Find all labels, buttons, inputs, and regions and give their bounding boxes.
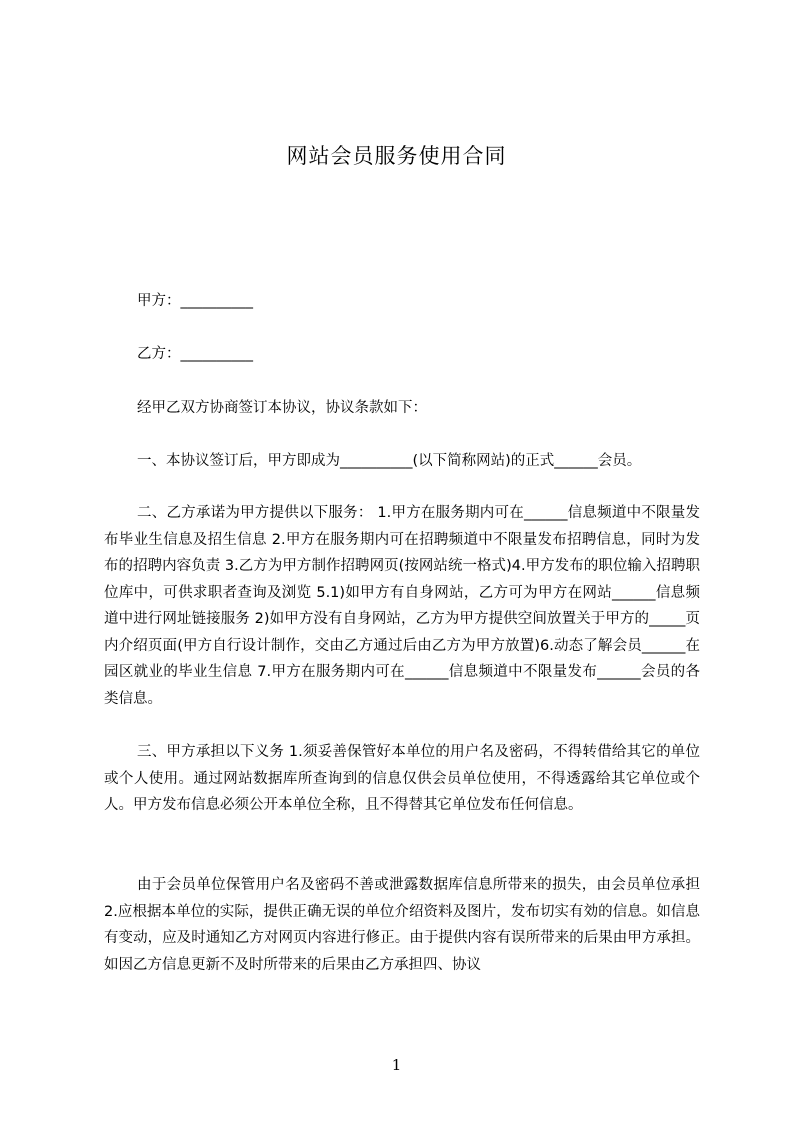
party-a-line: 甲方：__________ (137, 293, 253, 309)
page-number: 1 (391, 1056, 402, 1074)
clause-3-paragraph: 三、甲方承担以下义务 1.须妥善保管好本单位的用户名及密码，不得转借给其它的单位或个人使用。通过网站数据库所查询到的信息仅供会员单位使用，不得透露给其它单位或个人。甲方发布信息必须公开本单位全称，且不得替其它单位发布任何信息。 (104, 744, 700, 813)
clause-1: 一、本协议签订后，甲方即成为__________(以下简称网站)的正式______会员。 (137, 453, 642, 469)
clause-2-paragraph: 二、乙方承诺为甲方提供以下服务： 1.甲方在服务期内可在______信息频道中不限量发布毕业生信息及招生信息 2.甲方在服务期内可在招聘频道中不限量发布招聘信息，同时为发布的招聘内容负责 3.乙方为甲方制作招聘网页(按网站统一格式)4.甲方发布的职位输入招聘职位库中，可供求职者查询及浏览 5.1)如甲方有自身网站，乙方可为甲方在网站______信息频道中进行网址链接服务 2)如甲方没有自身网站，乙方为甲方提供空间放置关于甲方的_____页内介绍页面(甲方自行设计制作，交由乙方通过后由乙方为甲方放置)6.动态了解会员______在园区就业的毕业生信息 7.甲方在服务期内可在______信息频道中不限量发布______会员的各类信息。 (104, 505, 700, 707)
page-title: 网站会员服务使用合同 (286, 144, 507, 168)
clause-3-continued-paragraph: 由于会员单位保管用户名及密码不善或泄露数据库信息所带来的损失，由会员单位承担 2.应根据本单位的实际，提供正确无误的单位介绍资料及图片，发布切实有効的信息。如信息有变动，应及时通知乙方对网页内容进行修正。由于提供内容有误所带来的后果由甲方承担。如因乙方信息更新不及时所带来的后果由乙方承担四、协议 (104, 877, 700, 973)
party-b-line: 乙方：__________ (137, 346, 253, 362)
intro-line: 经甲乙双方协商签订本协议，协议条款如下： (137, 400, 427, 416)
